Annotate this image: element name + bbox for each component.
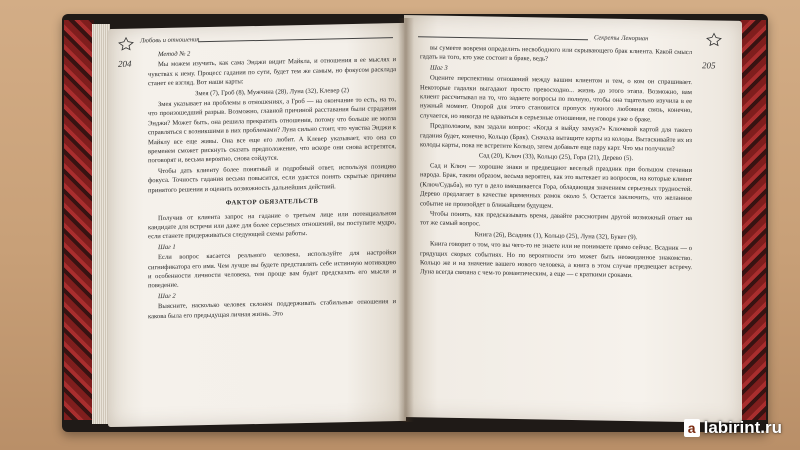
labirint-logo-icon: a [684, 419, 700, 437]
left-running-head: Любовь и отношения [140, 36, 200, 45]
paragraph: Сад и Ключ — хорошие знаки и предвещают веселый праздник при большом стечении народа. Брак, таким образом, весьма вероятен, как это вытекает из вопросов, на которые клиент (Ключ/Судьба), но тут в дело вмешивается Гора, обладающая значением серьезных трудностей. Дерево предлагает в качестве временных рамок около 5. Остается заключить, что желанное событие не произойдет в ближайшем будущем. [420, 162, 692, 210]
right-running-head: Секреты Ленорман [594, 34, 649, 43]
watermark-text: labirint.ru [703, 418, 782, 437]
right-page-number: 205 [702, 60, 716, 71]
left-page-text [148, 45, 396, 322]
paragraph: Книга говорит о том, что вы чего-то не знаете или не понимаете прямо сейчас. Всадник — о грядущих скорых событиях. Но по вероятности это может быть неожиданное знакомство. Кольцо же и на значение вашего нового человека, а книга в этом случае предвещает встречу. Луна всегда связана с чем-то романтическим, а еще — с краткими сроками. [420, 240, 692, 280]
labirint-watermark [684, 418, 782, 438]
left-page-number: 204 [118, 58, 132, 69]
paragraph: Получив от клиента запрос на гадание о третьем лице или потенциальном кандидате для встречи или даже для более серьезных отношений, вы поступите мудро, если станете придерживаться следующей схемы работы. [148, 209, 396, 241]
paragraph: Змея (7), Гроб (8), Мужчина (28), Луна (32), Клевер (2) [195, 86, 349, 97]
left-head-rule [198, 37, 393, 42]
paragraph: Если вопрос касается реального человека, используйте для настройки сигнификатора его имя. Чем лучше вы будете представлять себе истинную мотивацию и особенности личности человека, тем проще вам будет предсказать его мысли и поведение. [148, 249, 396, 290]
step-label: Шаг 3 [430, 64, 448, 72]
step-label: Шаг 2 [158, 292, 176, 300]
cover-pattern-left [64, 20, 94, 420]
left-page [108, 23, 406, 427]
paragraph: Книга (26), Всадник (1), Кольцо (25), Луна (32), Букет (9). [474, 231, 638, 241]
step-label: Метод № 2 [158, 50, 191, 59]
cover-pattern-right [740, 20, 766, 420]
right-head-rule [418, 36, 588, 40]
paragraph: Предположим, вам задали вопрос: «Когда я выйду замуж?» Ключевой картой для такого гадания будет, конечно, Кольцо (Брак). Сначала вытащите карты из колоды. Вытаскивайте их из колоды карты, пока не встретите Кольцо, затем добавьте еще пару карт. Что мы получили? [420, 122, 692, 153]
step-label: Шаг 1 [158, 243, 176, 251]
paragraph: Чтобы понять, как предсказывать время, давайте рассмотрим другой возможный ответ на тот же самый вопрос. [420, 210, 692, 228]
paragraph: Чтобы дать клиенту более понятный и подробный ответ, используя позицию фокуса. Точность гадания весьма повысится, если удастся понять скрытые причины принятого решения и оценить возможность дальнейших действий. [148, 162, 396, 194]
paragraph: Сад (20), Ключ (33), Кольцо (25), Гора (21), Дерево (5). [478, 152, 634, 163]
section-heading: ФАКТОР ОБЯЗАТЕЛЬСТВ [225, 197, 319, 207]
ornament-icon [706, 32, 722, 46]
ornament-icon [118, 37, 134, 51]
paragraph: Оцените перспективы отношений между вашим клиентом и тем, о ком он спрашивает. Некоторые гадалки выгадают просто превосходно... жизнь до этого этапа. Возможно, вам клиент рассчитывал на то, что задаете вопросы по полную, чтобы она тщательно изучила в ее нужный момент. Опорой для этого становится пропуск нужного любовная связь, конечно, случается, но никогда не вдаваться в серьезные отношения, не говоря уже о браке. [420, 74, 692, 124]
paragraph: вы сумеете вовремя определить несвободного или скрывающего брак клиента. Какой смысл гадать на того, кто уже состоит в браке, ведь? [420, 44, 692, 63]
paragraph: Змея указывает на проблемы в отношениях, а Гроб — на окончание то есть, на то, что произошедший разрыв. Возможно, главной причиной расставания были страдания Энджи? Может быть, она решила прекратить отношения, потому что больше не могла справляться с возникшими в них проблемами? Луна сильно стоит, что чувства Энджи к Майклу все еще живы. Она все еще его любит. А Клевер указывает, что она со временем сможет рискнуть сказать предположение, что вскоре они снова встретятся, поговорят и, весьма вероятно, снова сойдутся. [148, 96, 396, 165]
paragraph: Мы можем изучить, как сама Энджи видит Майкла, и отношения в ее мыслях и чувствах к нему. Процесс гадания по сути, будет тем же самым, но фокусом расклада станет ее взгляд. Вот наши карты: [148, 56, 396, 88]
paragraph: Выясните, насколько человек склонен поддерживать стабильные отношения и какова была его предыдущая личная жизнь. Это [148, 298, 396, 320]
right-page-text [420, 43, 692, 282]
book-gutter [398, 18, 414, 422]
right-page [404, 15, 742, 423]
